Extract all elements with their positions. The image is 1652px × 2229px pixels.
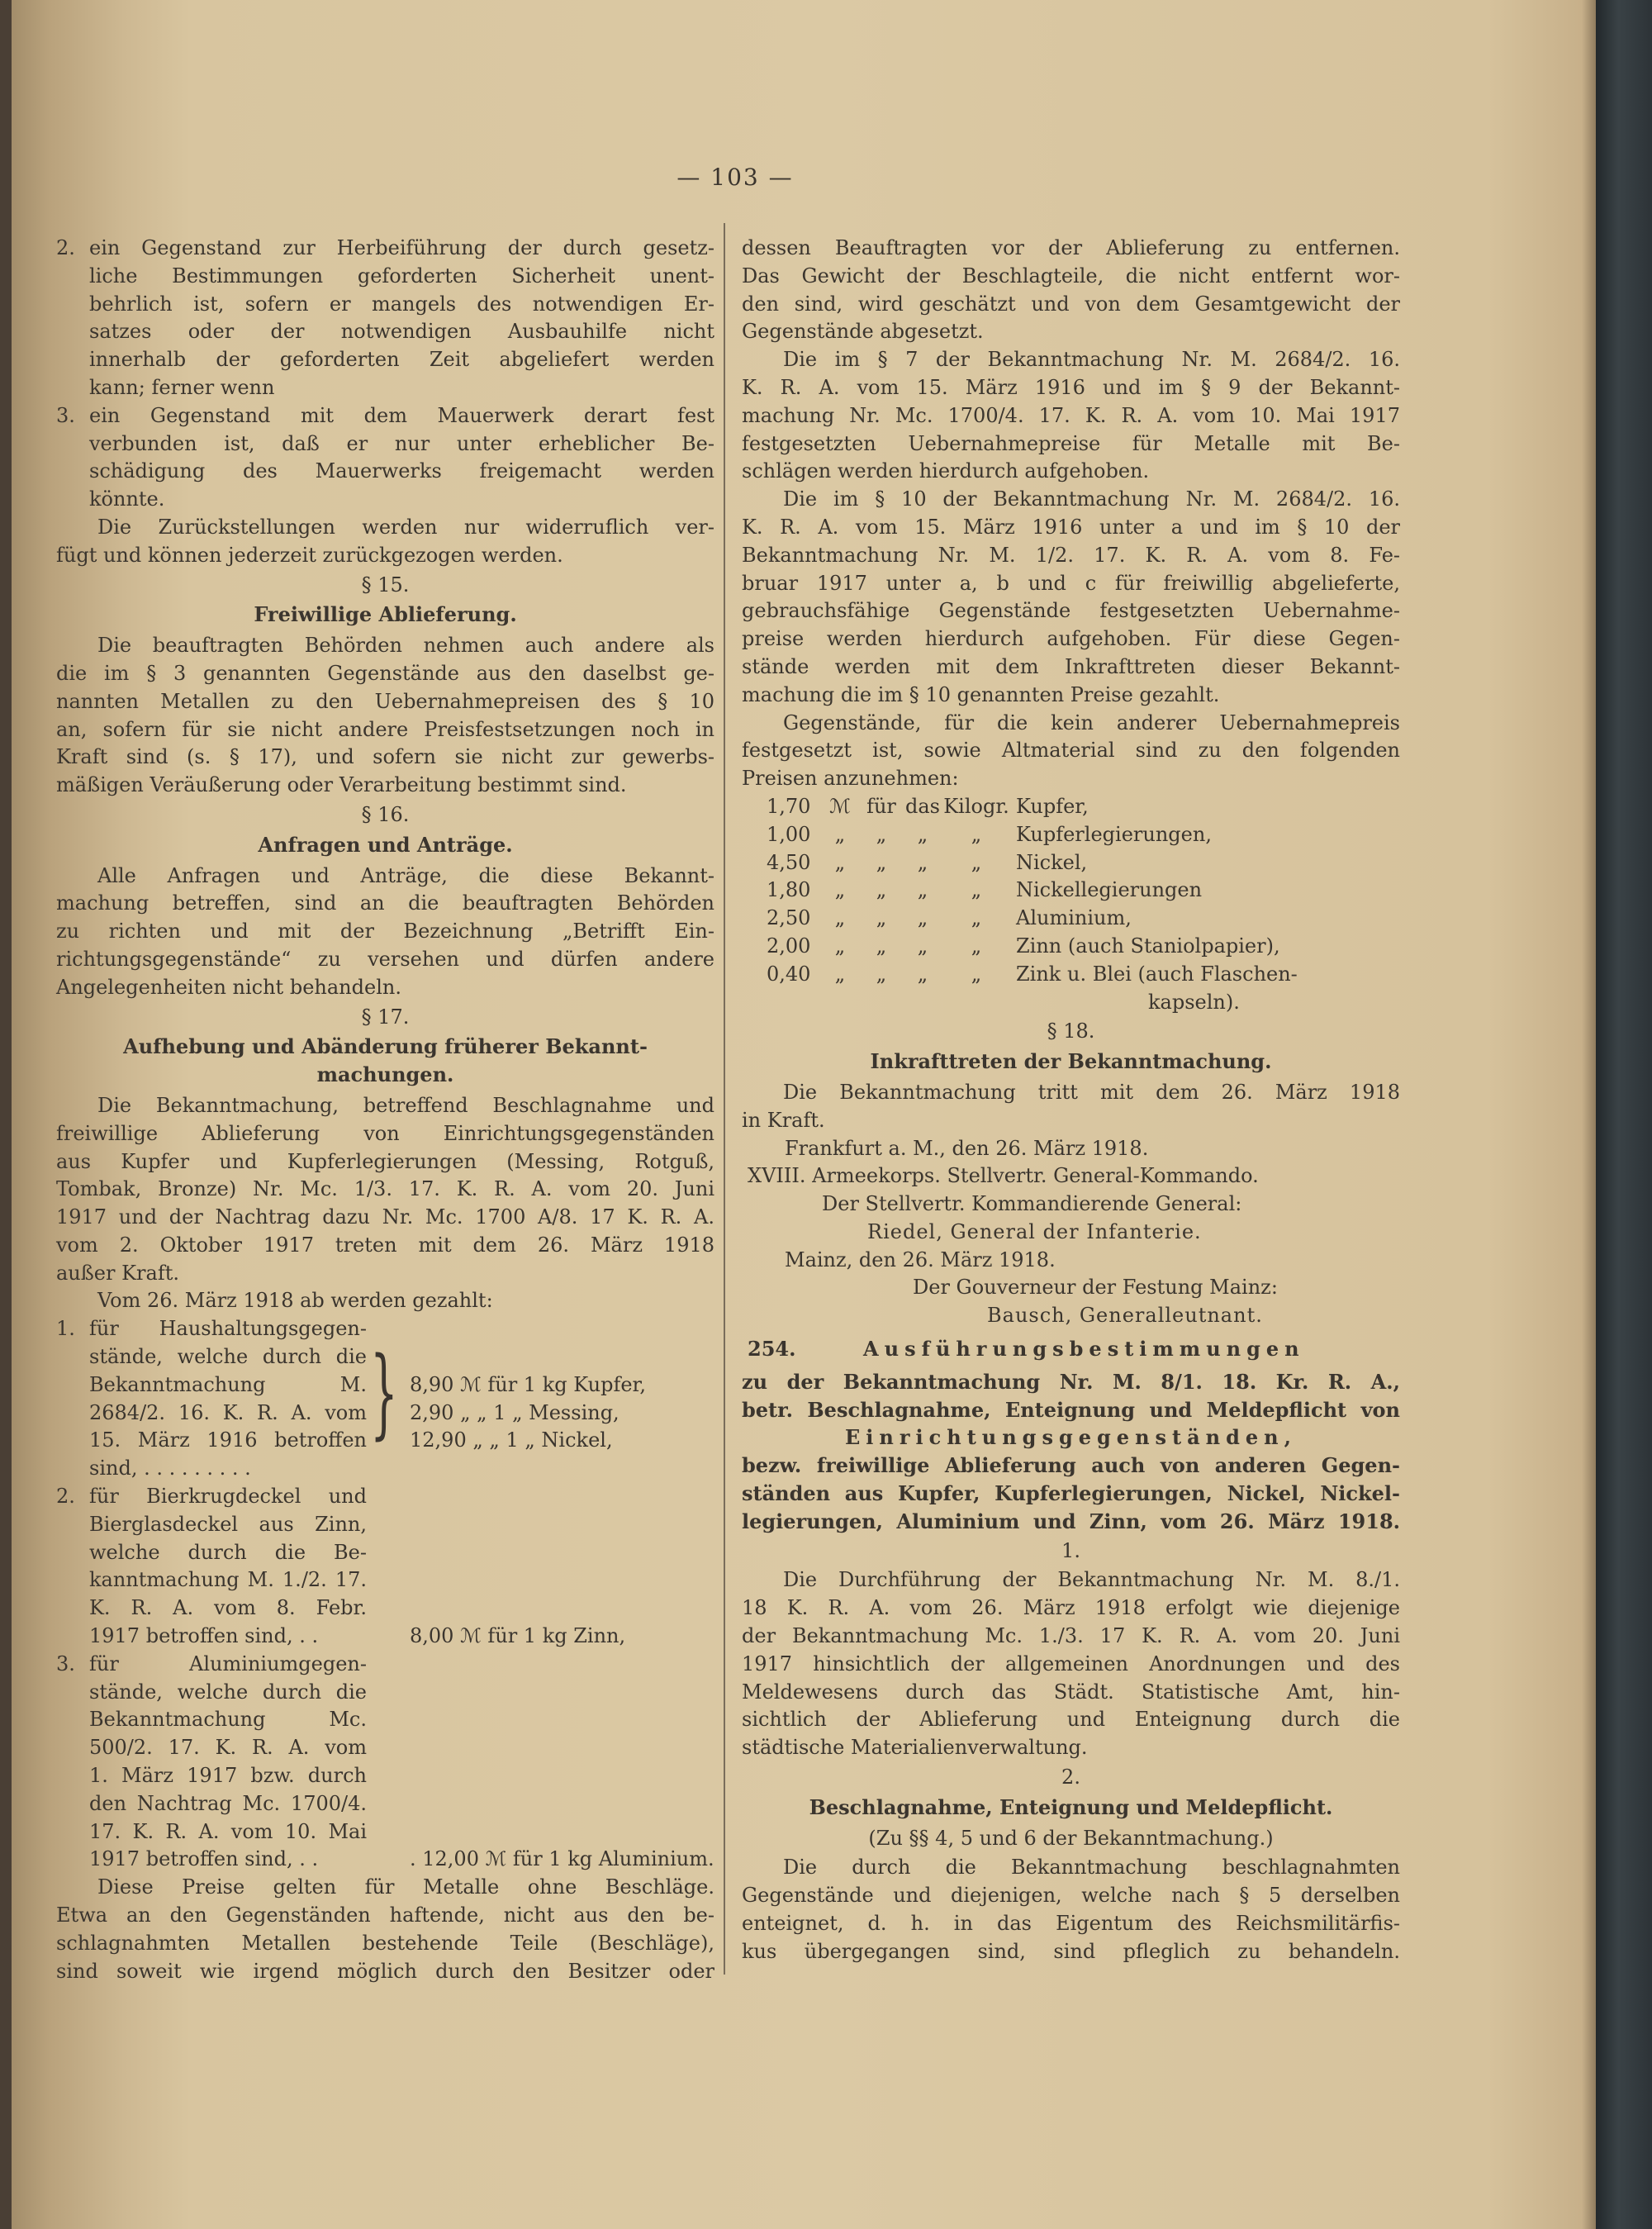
paragraph bbox=[56, 1287, 714, 1315]
price-unit: ℳ bbox=[829, 794, 851, 818]
price-material: Kupfer, bbox=[1016, 794, 1089, 818]
text-line: 18 K. R. A. vom 26. März 1918 erfolgt wie diejenige bbox=[742, 1596, 1400, 1620]
price-continuation: kapseln). bbox=[1148, 990, 1240, 1014]
text-line: kann; ferner wenn bbox=[89, 375, 275, 399]
text-line: 1917 betroffen sind, . . bbox=[89, 1624, 319, 1648]
item-number: 1. bbox=[56, 1317, 75, 1341]
text-line: 1. März 1917 bzw. durch bbox=[89, 1764, 367, 1788]
text-line: richtungsgegenstände“ zu versehen und dürfen andere bbox=[56, 947, 714, 971]
price-row bbox=[742, 933, 1400, 961]
book-spine-edge bbox=[0, 0, 12, 2229]
price-unit: „ bbox=[876, 906, 887, 930]
text-line: K. R. A. vom 15. März 1916 und im § 9 der Bekannt- bbox=[742, 375, 1400, 399]
text-line: betr. Beschlagnahme, Enteignung und Meldepflicht von bbox=[742, 1397, 1400, 1422]
text-line: Kraft sind (s. § 17), und sofern sie nicht zur gewerbs- bbox=[56, 745, 714, 769]
section-heading bbox=[742, 1794, 1400, 1822]
announcement-subject: Einrichtungsgegenständen, bbox=[845, 1425, 1297, 1450]
paragraph bbox=[56, 863, 714, 1002]
text-line: ein Gegenstand zur Herbeiführung der durch gesetz- bbox=[89, 236, 714, 259]
paragraph bbox=[742, 1368, 1400, 1424]
section-heading bbox=[56, 831, 714, 859]
text-line: vom 2. Oktober 1917 treten mit dem 26. März 1918 bbox=[56, 1233, 714, 1257]
paragraph bbox=[56, 514, 714, 570]
price-amount: 2,50 bbox=[767, 906, 811, 930]
price-unit: für bbox=[866, 794, 896, 818]
paragraph bbox=[742, 1452, 1400, 1535]
text-line: Die Bekanntmachung, betreffend Beschlagnahme und bbox=[97, 1093, 714, 1117]
left-column bbox=[56, 235, 714, 1985]
text-line: Die Durchführung der Bekanntmachung Nr. M. 8./1. bbox=[783, 1568, 1400, 1592]
brace-column bbox=[367, 1483, 405, 1651]
paragraph bbox=[742, 1079, 1400, 1135]
price-line: 8,00 ℳ für 1 kg Zinn, bbox=[410, 1624, 626, 1648]
heading-line: Inkrafttreten der Bekanntmachung. bbox=[870, 1049, 1272, 1074]
item-text bbox=[89, 235, 714, 402]
text-line: mäßigen Veräußerung oder Verarbeitung bestimmt sind. bbox=[56, 773, 627, 797]
text-line: schädigung des Mauerwerks freigemacht werden bbox=[89, 459, 714, 483]
text-line: ständen aus Kupfer, Kupferlegierungen, Nickel, Nickel- bbox=[742, 1481, 1400, 1506]
text-line: machung Nr. Mc. 1700/4. 17. K. R. A. vom 10. Mai 1917 bbox=[742, 403, 1400, 427]
book-cover-edge bbox=[1596, 0, 1652, 2229]
heading-line: Aufhebung und Abänderung früherer Bekannt- bbox=[123, 1034, 648, 1059]
text-line: dessen Beauftragten vor der Ablieferung zu entfernen. bbox=[742, 236, 1400, 259]
price-line: 2,90 „ „ 1 „ Messing, bbox=[410, 1400, 620, 1424]
text-line: 17. K. R. A. vom 10. Mai bbox=[89, 1819, 367, 1843]
paragraph bbox=[742, 1854, 1400, 1965]
text-line: 500/2. 17. K. R. A. vom bbox=[89, 1736, 367, 1760]
page-number: — 103 — bbox=[676, 164, 794, 191]
text-line: festgesetzten Uebernahmepreise für Metalle mit Be- bbox=[742, 431, 1400, 455]
price-unit: „ bbox=[917, 850, 928, 874]
price-material: Nickellegierungen bbox=[1016, 878, 1203, 902]
text-line: stände werden mit dem Inkrafttreten dieser Bekannt- bbox=[742, 654, 1400, 678]
text-line: legierungen, Aluminium und Zinn, vom 26. März 1918. bbox=[742, 1509, 1400, 1533]
section-number: § 18. bbox=[1047, 1019, 1095, 1043]
price-unit: „ bbox=[876, 962, 887, 986]
paragraph bbox=[56, 1092, 714, 1288]
paragraph bbox=[56, 1874, 714, 1985]
price-row bbox=[742, 849, 1400, 877]
signature-line: Riedel, General der Infanterie. bbox=[867, 1219, 1202, 1243]
paragraph bbox=[56, 632, 714, 800]
item-text bbox=[89, 1651, 367, 1874]
numbered-item bbox=[56, 235, 714, 402]
section-number: 2. bbox=[1061, 1766, 1080, 1789]
text-line: stände, welche durch die bbox=[89, 1345, 367, 1369]
text-line: Bekanntmachung M. bbox=[89, 1372, 367, 1396]
text-line: K. R. A. vom 15. März 1916 unter a und im § 10 der bbox=[742, 515, 1400, 539]
item-text bbox=[89, 402, 714, 514]
text-line: nannten Metallen zu den Uebernahmepreisen des § 10 bbox=[56, 689, 714, 713]
price-unit: „ bbox=[834, 906, 846, 930]
price-material: Nickel, bbox=[1016, 850, 1088, 874]
section-heading bbox=[742, 1048, 1400, 1076]
heading-line: machungen. bbox=[316, 1062, 454, 1087]
brace-column bbox=[367, 1315, 405, 1483]
text-line: Tombak, Bronze) Nr. Mc. 1/3. 17. K. R. A. vom 20. Juni bbox=[56, 1177, 714, 1201]
text-line: Etwa an den Gegenständen haftende, nicht aus den be- bbox=[56, 1903, 714, 1927]
paragraph bbox=[742, 1566, 1400, 1762]
text-line: Das Gewicht der Beschlagteile, die nicht entfernt wor- bbox=[742, 264, 1400, 288]
price-unit: „ bbox=[917, 962, 928, 986]
price-unit: „ bbox=[971, 850, 982, 874]
item-number: 2. bbox=[56, 1485, 75, 1509]
text-line: 1917 hinsichtlich der allgemeinen Anordnungen und des bbox=[742, 1652, 1400, 1675]
section-heading bbox=[56, 1033, 714, 1089]
price-row bbox=[742, 793, 1400, 821]
announcement-title: Ausführungsbestimmungen bbox=[863, 1337, 1305, 1362]
text-line: machung die im § 10 genannten Preise gezahlt. bbox=[742, 682, 1220, 706]
text-line: den Nachtrag Mc. 1700/4. bbox=[89, 1791, 367, 1815]
text-line: die im § 3 genannten Gegenstände aus den daselbst ge- bbox=[56, 661, 714, 685]
section-number: § 17. bbox=[361, 1005, 410, 1029]
text-line: aus Kupfer und Kupferlegierungen (Messing, Rotguß, bbox=[56, 1149, 714, 1173]
heading-line: Anfragen und Anträge. bbox=[258, 832, 513, 857]
text-line: bezw. freiwillige Ablieferung auch von anderen Gegen- bbox=[742, 1453, 1400, 1478]
text-line: für Bierkrugdeckel und bbox=[89, 1485, 367, 1509]
signature-line: Bausch, Generalleutnant. bbox=[987, 1304, 1263, 1328]
price-amount: 1,70 bbox=[767, 794, 811, 818]
signature-line: Der Stellvertr. Kommandierende General: bbox=[822, 1192, 1242, 1216]
text-line: liche Bestimmungen geforderten Sicherheit unent- bbox=[89, 264, 714, 288]
price-unit: „ bbox=[917, 822, 928, 846]
text-line: Bierglasdeckel aus Zinn, bbox=[89, 1512, 367, 1536]
price-unit: „ bbox=[876, 850, 887, 874]
text-line: für Haushaltungsgegen- bbox=[89, 1317, 367, 1341]
text-line: preise werden hierdurch aufgehoben. Für diese Gegen- bbox=[742, 627, 1400, 651]
text-line: den sind, wird geschätzt und von dem Gesamtgewicht der bbox=[742, 292, 1400, 316]
text-line: Die Bekanntmachung tritt mit dem 26. März 1918 bbox=[783, 1080, 1400, 1104]
price-item bbox=[56, 1315, 714, 1483]
signature-line: XVIII. Armeekorps. Stellvertr. General-Kommando. bbox=[748, 1164, 1259, 1188]
price-unit: „ bbox=[876, 822, 887, 846]
price-unit: „ bbox=[834, 934, 846, 958]
price-unit: „ bbox=[834, 878, 846, 902]
heading-line: Beschlagnahme, Enteignung und Meldepflicht. bbox=[809, 1794, 1333, 1819]
text-line: Bekanntmachung Mc. bbox=[89, 1708, 367, 1732]
text-line: Die im § 10 der Bekanntmachung Nr. M. 2684/2. 16. bbox=[783, 487, 1400, 511]
announcement-number: 254. bbox=[748, 1337, 796, 1362]
price-column bbox=[405, 1483, 714, 1651]
item-number: 3. bbox=[56, 1652, 75, 1675]
text-line: Diese Preise gelten für Metalle ohne Beschläge. bbox=[97, 1875, 714, 1899]
text-line: festgesetzt ist, sowie Altmaterial sind zu den folgenden bbox=[742, 739, 1400, 763]
text-line: verbunden ist, daß er nur unter erheblicher Be- bbox=[89, 431, 714, 455]
announcement-header bbox=[742, 1335, 1400, 1363]
text-line: Gegenstände abgesetzt. bbox=[742, 320, 984, 344]
text-line: könnte. bbox=[89, 487, 165, 511]
section-number: 1. bbox=[1061, 1538, 1080, 1562]
text-line: der Bekanntmachung Mc. 1./3. 17 K. R. A. vom 20. Juni bbox=[742, 1624, 1400, 1648]
text-line: Vom 26. März 1918 ab werden gezahlt: bbox=[97, 1289, 493, 1313]
price-unit: „ bbox=[971, 962, 982, 986]
brace-column bbox=[367, 1651, 405, 1874]
text-line: kanntmachung M. 1./2. 17. bbox=[89, 1568, 367, 1592]
section-number: § 16. bbox=[361, 802, 410, 826]
price-row bbox=[742, 961, 1400, 989]
price-item bbox=[56, 1651, 714, 1874]
text-line: freiwillige Ablieferung von Einrichtungsgegenständen bbox=[56, 1121, 714, 1145]
text-line: welche durch die Be- bbox=[89, 1540, 367, 1564]
text-line: 1917 und der Nachtrag dazu Nr. Mc. 1700 A/8. 17 K. R. A. bbox=[56, 1205, 714, 1229]
text-line: enteignet, d. h. in das Eigentum des Reichsmilitärfis- bbox=[742, 1912, 1400, 1936]
text-line: innerhalb der geforderten Zeit abgeliefert werden bbox=[89, 348, 714, 372]
text-line: Bekanntmachung Nr. M. 1/2. 17. K. R. A. vom 8. Fe- bbox=[742, 543, 1400, 567]
text-line: für Aluminiumgegen- bbox=[89, 1652, 367, 1675]
price-unit: „ bbox=[971, 822, 982, 846]
price-column bbox=[405, 1651, 714, 1874]
price-amount: 1,00 bbox=[767, 822, 811, 846]
text-line: satzes oder der notwendigen Ausbauhilfe nicht bbox=[89, 320, 714, 344]
price-unit: „ bbox=[917, 878, 928, 902]
text-line: kus übergegangen sind, sind pfleglich zu behandeln. bbox=[742, 1939, 1400, 1963]
price-list bbox=[742, 793, 1400, 1016]
text-line: gebrauchsfähige Gegenstände festgesetzten Uebernahme- bbox=[742, 599, 1400, 623]
price-unit: „ bbox=[917, 906, 928, 930]
text-line: fügt und können jederzeit zurückgezogen werden. bbox=[56, 543, 563, 567]
text-line: 2684/2. 16. K. R. A. vom bbox=[89, 1400, 367, 1424]
text-line: sichtlich der Ablieferung und Enteignung durch die bbox=[742, 1708, 1400, 1732]
numbered-item bbox=[56, 402, 714, 514]
text-line: Preisen anzunehmen: bbox=[742, 767, 959, 791]
paragraph bbox=[742, 346, 1400, 486]
right-column bbox=[742, 235, 1400, 1966]
text-line: in Kraft. bbox=[742, 1108, 825, 1132]
item-number: 2. bbox=[56, 236, 75, 259]
price-unit: „ bbox=[876, 934, 887, 958]
price-amount: 2,00 bbox=[767, 934, 811, 958]
signature-line: Der Gouverneur der Festung Mainz: bbox=[913, 1276, 1278, 1300]
paragraph bbox=[742, 235, 1400, 346]
price-unit: „ bbox=[876, 878, 887, 902]
text-line: städtische Materialienverwaltung. bbox=[742, 1736, 1088, 1760]
text-line: Die im § 7 der Bekanntmachung Nr. M. 2684/2. 16. bbox=[783, 348, 1400, 372]
text-line: machung betreffen, sind an die beauftragten Behörden bbox=[56, 891, 714, 915]
price-item bbox=[56, 1483, 714, 1651]
section-number: (Zu §§ 4, 5 und 6 der Bekanntmachung.) bbox=[868, 1826, 1274, 1850]
item-text bbox=[89, 1315, 367, 1483]
section-heading bbox=[56, 601, 714, 629]
text-line: sind soweit wie irgend möglich durch den Besitzer oder bbox=[56, 1959, 714, 1983]
text-line: Angelegenheiten nicht behandeln. bbox=[56, 975, 401, 999]
price-material: Aluminium, bbox=[1016, 906, 1132, 930]
text-line: ein Gegenstand mit dem Mauerwerk derart fest bbox=[89, 403, 714, 427]
price-line: . 12,00 ℳ für 1 kg Aluminium. bbox=[410, 1847, 714, 1871]
text-line: Gegenstände, für die kein anderer Uebernahmepreis bbox=[783, 711, 1400, 734]
price-row bbox=[742, 905, 1400, 933]
heading-line: Freiwillige Ablieferung. bbox=[254, 602, 517, 627]
price-material: Zink u. Blei (auch Flaschen- bbox=[1016, 962, 1298, 986]
price-line: 8,90 ℳ für 1 kg Kupfer, bbox=[410, 1372, 647, 1396]
text-line: Gegenstände und diejenigen, welche nach § 5 derselben bbox=[742, 1884, 1400, 1908]
text-line: schlägen werden hierdurch aufgehoben. bbox=[742, 459, 1150, 483]
price-amount: 0,40 bbox=[767, 962, 811, 986]
text-line: Meldewesens durch das Städt. Statistische Amt, hin- bbox=[742, 1680, 1400, 1704]
text-line: außer Kraft. bbox=[56, 1261, 179, 1285]
price-material: Kupferlegierungen, bbox=[1016, 822, 1212, 846]
price-unit: „ bbox=[834, 962, 846, 986]
section-number: § 15. bbox=[361, 573, 410, 596]
right-brace-icon: } bbox=[370, 1335, 398, 1450]
price-row bbox=[742, 821, 1400, 849]
price-unit: Kilogr. bbox=[943, 794, 1009, 818]
price-unit: „ bbox=[834, 850, 846, 874]
paragraph bbox=[742, 486, 1400, 709]
text-line: Die beauftragten Behörden nehmen auch andere als bbox=[97, 634, 714, 658]
signature-line: Mainz, den 26. März 1918. bbox=[785, 1248, 1056, 1271]
paragraph bbox=[742, 710, 1400, 793]
price-unit: „ bbox=[834, 822, 846, 846]
price-column bbox=[405, 1315, 714, 1483]
text-line: 1917 betroffen sind, . . bbox=[89, 1847, 319, 1871]
text-line: 15. März 1916 betroffen bbox=[89, 1428, 367, 1452]
text-line: zu richten und mit der Bezeichnung „Betrifft Ein- bbox=[56, 920, 714, 943]
text-line: bruar 1917 unter a, b und c für freiwillig abgelieferte, bbox=[742, 571, 1400, 595]
text-line: Die Zurückstellungen werden nur widerruflich ver- bbox=[97, 515, 714, 539]
text-line: an, sofern für sie nicht andere Preisfestsetzungen noch in bbox=[56, 717, 714, 741]
text-line: Alle Anfragen und Anträge, die diese Bekannt- bbox=[97, 863, 714, 887]
price-unit: „ bbox=[971, 934, 982, 958]
text-line: zu der Bekanntmachung Nr. M. 8/1. 18. Kr. R. A., bbox=[742, 1369, 1400, 1394]
price-unit: „ bbox=[971, 878, 982, 902]
text-line: sind, . . . . . . . . . bbox=[89, 1457, 251, 1480]
text-line: stände, welche durch die bbox=[89, 1680, 367, 1704]
item-text bbox=[89, 1483, 367, 1651]
item-number: 3. bbox=[56, 403, 75, 427]
price-amount: 4,50 bbox=[767, 850, 811, 874]
column-divider bbox=[724, 223, 725, 1975]
signature-line: Frankfurt a. M., den 26. März 1918. bbox=[785, 1136, 1149, 1160]
price-unit: „ bbox=[971, 906, 982, 930]
text-line: schlagnahmten Metallen bestehende Teile (Beschläge), bbox=[56, 1931, 714, 1955]
signature-block bbox=[742, 1135, 1400, 1331]
price-row bbox=[742, 877, 1400, 905]
price-unit: „ bbox=[917, 934, 928, 958]
price-material: Zinn (auch Staniolpapier), bbox=[1016, 934, 1280, 958]
text-line: K. R. A. vom 8. Febr. bbox=[89, 1596, 367, 1620]
price-amount: 1,80 bbox=[767, 878, 811, 902]
price-line: 12,90 „ „ 1 „ Nickel, bbox=[410, 1428, 613, 1452]
price-unit: das bbox=[905, 794, 940, 818]
text-line: Die durch die Bekanntmachung beschlagnahmten bbox=[783, 1856, 1400, 1880]
text-line: behrlich ist, sofern er mangels des notwendigen Er- bbox=[89, 292, 714, 316]
